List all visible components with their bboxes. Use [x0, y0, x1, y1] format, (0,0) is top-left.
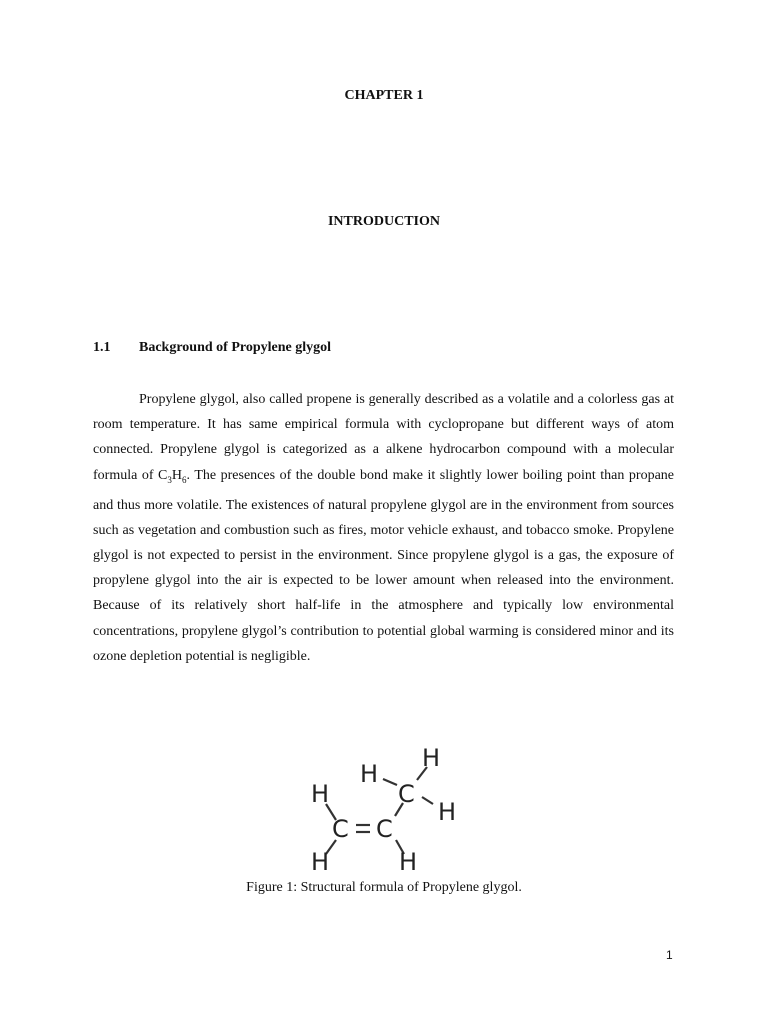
- body-paragraph: [93, 387, 674, 669]
- figure-caption: Figure 1: Structural formula of Propylene glygol.: [246, 880, 522, 895]
- structural-formula-figure: [300, 742, 470, 874]
- atom-h-right: H: [438, 798, 457, 826]
- atom-h-upper: H: [360, 760, 379, 788]
- atom-h-bottom-left: H: [311, 848, 330, 874]
- atom-c-right: C: [376, 815, 393, 843]
- paragraph-text-1: Propylene glygol, also called propene is generally described as a volatile and a colorless gas at room temperature. It has same empirical formula with cyclopropane but different ways of atom connected. Propylene glygol is categorized as a alkene hydrocarbon compound with a molecular formula of C: [93, 392, 674, 483]
- atom-h-left: H: [311, 780, 330, 808]
- bond-c3-h4: [383, 779, 397, 785]
- subscript-6: 6: [182, 474, 187, 485]
- page-heading: INTRODUCTION: [327, 214, 440, 229]
- section-title: Background of Propylene glygol: [139, 340, 332, 355]
- atom-h-bottom-right: H: [399, 848, 418, 874]
- bond-c3-h6: [422, 797, 433, 804]
- paragraph-text-2: . The presences of the double bond make it slightly lower boiling point than propane and thus more volatile. The existences of natural propylene glygol are in the environment from sources such as vegetation and combustion such as fires, motor vehicle exhaust, and tobacco smoke. Propylene glygol is not expected to persist in the environment. Since propylene glygol is a gas, the exposure of propylene glygol into the air is expected to be lower amount when released into the environment. Because of its relatively short half-life in the atmosphere and typically low environmental concentrations, propylene glygol’s contribution to potential global warming is considered minor and its ozone depletion potential is negligible.: [93, 467, 674, 664]
- page-number: 1: [666, 948, 673, 962]
- section-number: 1.1: [93, 340, 111, 355]
- atom-c-top: C: [398, 780, 415, 808]
- chapter-title: CHAPTER 1: [344, 88, 424, 103]
- subscript-3: 3: [167, 474, 172, 485]
- atom-h-top-right: H: [422, 744, 441, 772]
- paragraph-text-h: H: [171, 467, 183, 483]
- section-heading: [93, 340, 331, 356]
- atom-c-left: C: [332, 815, 349, 843]
